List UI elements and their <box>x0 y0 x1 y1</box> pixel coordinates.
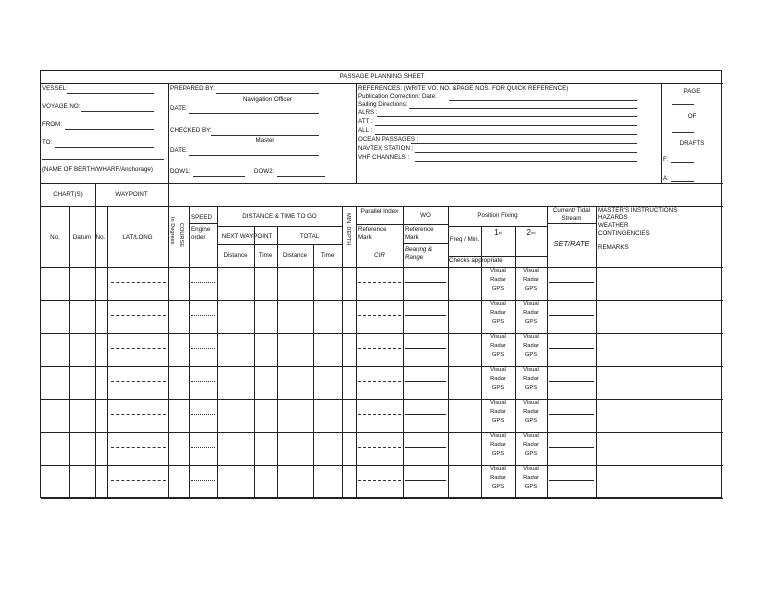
col-speed: SPEED <box>191 214 212 221</box>
dow2-field[interactable] <box>277 176 325 177</box>
table-row[interactable] <box>41 432 723 465</box>
col-hazards: HAZARDS <box>598 214 628 221</box>
col-no: No. <box>50 234 60 241</box>
fix-method-second-gps[interactable]: GPS <box>524 352 538 358</box>
ref-field-2[interactable] <box>377 116 637 117</box>
references-header: REFERENCES: (WRITE VO. NO. &PAGE NOS. FOR QUICK REFERENCE) <box>358 85 569 92</box>
ref-line-2: ALRS : <box>358 109 378 116</box>
lat-long-field[interactable] <box>111 480 166 481</box>
prepared-by-label: PREPARED BY: <box>170 85 215 92</box>
ref-field-3[interactable] <box>375 125 637 126</box>
wo-field[interactable] <box>405 414 446 415</box>
lat-long-field[interactable] <box>111 315 166 316</box>
col-course: COURSE <box>178 223 184 247</box>
table-row[interactable] <box>41 333 723 366</box>
dow1-label: DOW1: <box>170 168 191 175</box>
col-remarks: REMARKS <box>598 244 629 251</box>
fix-method-second-visual[interactable]: Visual <box>523 433 539 439</box>
draft-f-field[interactable] <box>671 162 694 163</box>
fix-method-first-visual[interactable]: Visual <box>490 268 506 274</box>
fix-method-second-gps[interactable]: GPS <box>524 286 538 292</box>
lat-long-field[interactable] <box>111 348 166 349</box>
ref-line-4: ALL : <box>358 127 373 134</box>
lat-long-field[interactable] <box>111 414 166 415</box>
engine-order-field[interactable] <box>191 282 215 283</box>
table-row[interactable] <box>41 399 723 432</box>
to-field[interactable] <box>55 147 154 148</box>
ref-field-0[interactable] <box>449 100 637 101</box>
fix-method-first-radar[interactable]: Radar <box>490 310 506 316</box>
col-in-degrees: In Degrees <box>169 217 175 245</box>
col-lat-long: LAT/LONG <box>122 234 153 241</box>
draft-a-label: A: <box>663 175 669 182</box>
col-datum: Datum <box>72 234 92 241</box>
fix-method-first-radar[interactable]: Radar <box>490 277 506 283</box>
fix-method-first-radar[interactable]: Radar <box>490 343 506 349</box>
wo-field[interactable] <box>405 480 446 481</box>
engine-order-field[interactable] <box>191 480 215 481</box>
date1-label: DATE: <box>170 105 188 112</box>
col-time-2: Time <box>320 252 335 259</box>
checked-by-field[interactable] <box>211 135 319 136</box>
dow2-label: DOW2: <box>254 168 275 175</box>
fix-method-first-radar[interactable]: Radar <box>490 475 506 481</box>
date1-field[interactable] <box>189 113 319 114</box>
cir-field[interactable] <box>358 480 401 481</box>
fix-method-first-gps[interactable]: GPS <box>491 352 505 358</box>
wo-field[interactable] <box>405 282 446 283</box>
to-label: TO: <box>42 139 53 146</box>
engine-order-field[interactable] <box>191 447 215 448</box>
cir-field[interactable] <box>358 282 401 283</box>
table-row[interactable] <box>41 366 723 399</box>
col-bearing-range: Bearing & Range <box>405 246 433 261</box>
berth-note: (NAME OF BERTH/WHARF/Anchorage) <box>42 166 153 173</box>
ref-field-6[interactable] <box>415 152 637 153</box>
cir-field[interactable] <box>358 381 401 382</box>
ref-field-5[interactable] <box>411 143 637 144</box>
fix-method-first-visual[interactable]: Visual <box>490 334 506 340</box>
checked-by-label: CHECKED BY: <box>170 127 212 134</box>
set-rate-field[interactable] <box>549 480 594 481</box>
col-wp-no: No. <box>95 234 106 241</box>
lat-long-field[interactable] <box>111 282 166 283</box>
fix-method-second-visual[interactable]: Visual <box>523 466 539 472</box>
fix-method-second-visual[interactable]: Visual <box>523 334 539 340</box>
fix-method-first-visual[interactable]: Visual <box>490 466 506 472</box>
draft-a-field[interactable] <box>671 181 694 182</box>
col-distance-2: Distance <box>282 252 308 259</box>
fix-method-second-visual[interactable]: Visual <box>523 268 539 274</box>
cir-field[interactable] <box>358 414 401 415</box>
of-field[interactable] <box>672 132 694 133</box>
date2-field[interactable] <box>189 155 319 156</box>
table-row[interactable] <box>41 465 723 498</box>
master-caption: Master <box>255 137 275 144</box>
sheet-title: PASSAGE PLANNING SHEET <box>339 73 425 80</box>
page-field[interactable] <box>672 104 694 105</box>
col-first-fix: 1st <box>494 228 502 237</box>
ref-line-1: Sailing Directions: <box>358 101 408 108</box>
wo-field[interactable] <box>405 447 446 448</box>
of-label: OF <box>687 113 697 120</box>
voyage-no-field[interactable] <box>81 111 154 112</box>
page-label: PAGE <box>683 88 701 95</box>
berth-field[interactable] <box>42 159 164 160</box>
col-position-fixing: Position Fixing <box>477 212 518 219</box>
fix-method-first-gps[interactable]: GPS <box>491 451 505 457</box>
ref-field-7[interactable] <box>415 161 637 162</box>
set-rate-field[interactable] <box>549 315 594 316</box>
col-engine-order: Engine order <box>191 226 211 241</box>
ref-field-1[interactable] <box>409 108 637 109</box>
cir-field[interactable] <box>358 348 401 349</box>
dow1-field[interactable] <box>193 176 245 177</box>
set-rate-field[interactable] <box>549 282 594 283</box>
cir-field[interactable] <box>358 447 401 448</box>
lat-long-field[interactable] <box>111 447 166 448</box>
fix-method-second-visual[interactable]: Visual <box>523 400 539 406</box>
table-row[interactable] <box>41 300 723 333</box>
engine-order-field[interactable] <box>191 381 215 382</box>
prepared-by-field[interactable] <box>216 93 319 94</box>
fix-method-second-gps[interactable]: GPS <box>524 385 538 391</box>
col-parallel-index: Parallel Index <box>360 208 399 215</box>
vessel-field[interactable] <box>67 93 154 94</box>
fix-method-second-radar[interactable]: Radar <box>523 343 539 349</box>
fix-method-second-radar[interactable]: Radar <box>523 409 539 415</box>
col-wo: WO <box>420 212 431 219</box>
fix-method-first-visual[interactable]: Visual <box>490 367 506 373</box>
drafts-label: DRAFTS <box>679 140 705 147</box>
col-distance-1: Distance <box>223 252 248 259</box>
engine-order-field[interactable] <box>191 348 215 349</box>
ref-line-5: OCEAN PASSAGES : <box>358 136 419 143</box>
col-wo-reference-mark: Reference Mark <box>405 226 434 241</box>
fix-method-second-gps[interactable]: GPS <box>524 319 538 325</box>
fix-method-second-radar[interactable]: Radar <box>523 310 539 316</box>
col-weather-contingencies: WEATHER CONTINGENCIES <box>598 222 650 237</box>
table-row[interactable] <box>41 267 723 300</box>
date2-label: DATE: <box>170 147 188 154</box>
col-dist-time-to-go: DISTANCE & TIME TO GO <box>242 213 317 220</box>
fix-method-first-gps[interactable]: GPS <box>491 484 505 490</box>
col-charts: CHART(S) <box>53 191 83 198</box>
col-checks-appropriate: Checks appropriate <box>449 257 503 264</box>
wo-field[interactable] <box>405 315 446 316</box>
fix-method-first-radar[interactable]: Radar <box>490 376 506 382</box>
wo-field[interactable] <box>405 348 446 349</box>
from-label: FROM: <box>42 121 62 128</box>
fix-method-second-gps[interactable]: GPS <box>524 418 538 424</box>
vessel-label: VESSEL: <box>42 85 68 92</box>
set-rate-field[interactable] <box>549 447 594 448</box>
fix-method-second-gps[interactable]: GPS <box>524 484 538 490</box>
ref-line-0: Publication Correction: Date: <box>358 93 437 100</box>
set-rate-field[interactable] <box>549 348 594 349</box>
voyage-no-label: VOYAGE NO: <box>42 103 81 110</box>
fix-method-first-radar[interactable]: Radar <box>490 442 506 448</box>
col-reference-mark: Reference Mark <box>358 226 387 241</box>
engine-order-field[interactable] <box>191 315 215 316</box>
fix-method-second-visual[interactable]: Visual <box>523 367 539 373</box>
fix-method-first-gps[interactable]: GPS <box>491 286 505 292</box>
col-freq-min: Freq / Min. <box>449 236 480 243</box>
fix-method-first-gps[interactable]: GPS <box>491 385 505 391</box>
fix-method-second-radar[interactable]: Radar <box>523 376 539 382</box>
fix-method-second-gps[interactable]: GPS <box>524 451 538 457</box>
wo-field[interactable] <box>405 381 446 382</box>
col-waypoint: WAYPOINT <box>115 191 148 198</box>
ref-line-3: ATT : <box>358 118 373 125</box>
col-time-1: Time <box>258 252 273 259</box>
col-masters-instructions: MASTER'S INSTRUCTIONS <box>598 207 678 214</box>
navigation-officer-caption: Navigation Officer <box>242 96 293 103</box>
fix-method-first-gps[interactable]: GPS <box>491 319 505 325</box>
fix-method-first-gps[interactable]: GPS <box>491 418 505 424</box>
fix-method-first-visual[interactable]: Visual <box>490 301 506 307</box>
fix-method-first-visual[interactable]: Visual <box>490 400 506 406</box>
col-current-tidal: Current/ Tidal Stream <box>552 207 591 222</box>
cir-field[interactable] <box>358 315 401 316</box>
engine-order-field[interactable] <box>191 414 215 415</box>
from-field[interactable] <box>65 129 154 130</box>
set-rate-field[interactable] <box>549 414 594 415</box>
col-second-fix: 2nd <box>526 228 536 237</box>
row-divider <box>41 498 723 499</box>
fix-method-second-radar[interactable]: Radar <box>523 475 539 481</box>
set-rate-field[interactable] <box>549 381 594 382</box>
col-next-waypoint: NEXT WAYPOINT <box>221 233 273 240</box>
fix-method-second-visual[interactable]: Visual <box>523 301 539 307</box>
draft-f-label: F: <box>663 156 669 163</box>
col-cir: CIR <box>374 252 385 259</box>
ref-field-4[interactable] <box>375 134 637 135</box>
fix-method-first-radar[interactable]: Radar <box>490 409 506 415</box>
fix-method-second-radar[interactable]: Radar <box>523 442 539 448</box>
fix-method-second-radar[interactable]: Radar <box>523 277 539 283</box>
ref-line-7: VHF CHANNELS : <box>358 154 410 161</box>
passage-planning-sheet <box>40 70 722 498</box>
fix-method-first-visual[interactable]: Visual <box>490 433 506 439</box>
col-set-rate: SET/RATE <box>553 239 590 248</box>
lat-long-field[interactable] <box>111 381 166 382</box>
col-min-depth: MIN. DEPTH <box>345 213 351 246</box>
col-total: TOTAL <box>299 233 320 240</box>
ref-line-6: NAVTEX STATION : <box>358 145 414 152</box>
